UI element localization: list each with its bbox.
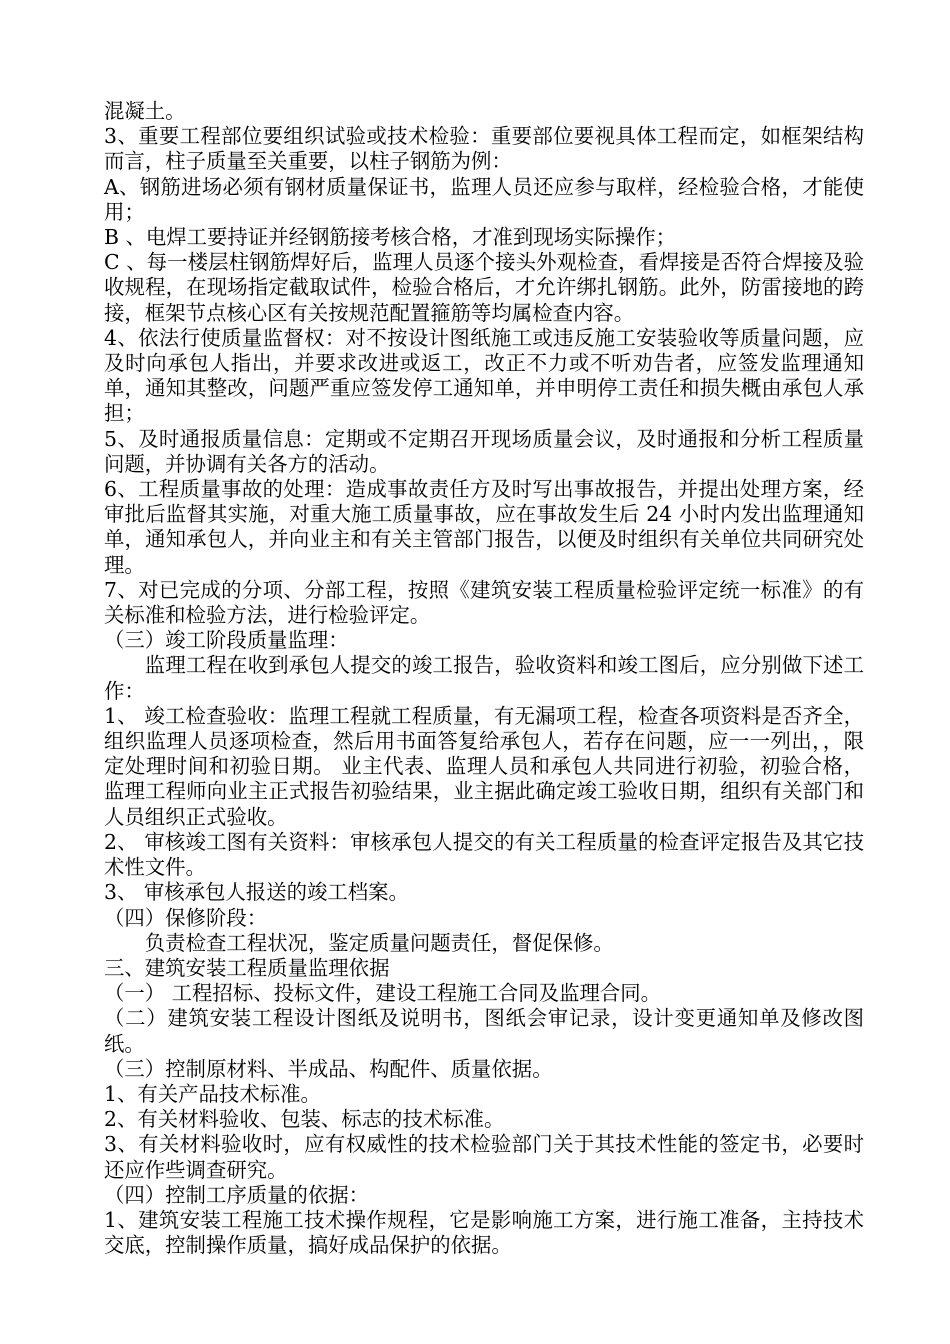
- paragraph: A、钢筋进场必须有钢材质量保证书，监理人员还应参与取样，经检验合格，才能使用；: [104, 174, 864, 224]
- paragraph: （一） 工程招标、投标文件，建设工程施工合同及监理合同。: [104, 981, 662, 1006]
- paragraph: 2、 审核竣工图有关资料：审核承包人提交的有关工程质量的检查评定报告及其它技术性文件。: [104, 829, 864, 880]
- section-heading: 三、建筑安装工程质量监理依据: [104, 955, 390, 980]
- paragraph: 5、及时通报质量信息：定期或不定期召开现场质量会议，及时通报和分析工程质量问题，并协调有关各方的活动。: [104, 426, 864, 476]
- paragraph: 3、重要工程部位要组织试验或技术检验：重要部位要视具体工程而定，如框架结构而言，柱子质量至关重要，以柱子钢筋为例：: [104, 124, 864, 174]
- paragraph: （二）建筑安装工程设计图纸及说明书，图纸会审记录，设计变更通知单及修改图纸。: [104, 1006, 864, 1056]
- paragraph: 3、 审核承包人报送的竣工档案。: [104, 880, 409, 905]
- paragraph: 6、工程质量事故的处理：造成事故责任方及时写出事故报告，并提出处理方案，经审批后监督其实施，对重大施工质量事故，应在事故发生后 24 小时内发出监理通知单，通知承包人，并向业主和有关主管部门报告，以便及时组织有关单位共同研究处理。: [104, 477, 864, 577]
- paragraph: C 、每一楼层柱钢筋焊好后，监理人员逐个接头外观检查，看焊接是否符合焊接及验收规程，在现场指定截取试件，检验合格后，才允许绑扎钢筋。此外，防雷接地的跨接，框架节点核心区有关按规范配置箍筋等均属检查内容。: [104, 250, 864, 325]
- section-heading: （四）控制工序质量的依据：: [104, 1182, 370, 1207]
- paragraph: 7、对已完成的分项、分部工程，按照《建筑安装工程质量检验评定统一标准》的有关标准和检验方法，进行检验评定。: [104, 577, 864, 628]
- paragraph: 1、有关产品技术标准。: [104, 1081, 321, 1106]
- document-page: [104, 99, 864, 1258]
- paragraph: B 、电焊工要持证并经钢筋接考核合格，才准到现场实际操作；: [104, 225, 677, 250]
- paragraph: 3、有关材料验收时，应有权威性的技术检验部门关于其技术性能的签定书，必要时还应作些调查研究。: [104, 1132, 864, 1182]
- paragraph: 4、依法行使质量监督权：对不按设计图纸施工或违反施工安装验收等质量问题，应及时向承包人指出，并要求改进或返工，改正不力或不听劝告者，应签发监理通知单，通知其整改，问题严重应签发停工通知单，并申明停工责任和损失概由承包人承担；: [104, 325, 864, 426]
- paragraph: 2、有关材料验收、包装、标志的技术标准。: [104, 1107, 505, 1132]
- paragraph: 负责检查工程状况，鉴定质量问题责任，督促保修。: [144, 930, 614, 955]
- paragraph: 1、建筑安装工程施工技术操作规程，它是影响施工方案，进行施工准备，主持技术交底，控制操作质量，搞好成品保护的依据。: [104, 1207, 864, 1258]
- paragraph: 监理工程在收到承包人提交的竣工报告，验收资料和竣工图后，应分别做下述工作：: [104, 653, 864, 703]
- paragraph: 混凝土。: [104, 99, 186, 123]
- paragraph: 1、 竣工检查验收：监理工程就工程质量，有无漏项工程，检查各项资料是否齐全，组织监理人员逐项检查，然后用书面答复给承包人，若存在问题，应一一列出，，限定处理时间和初验日期。 业主代表、监理人员和承包人共同进行初验，初验合格，监理工程师向业主正式报告初验结果，业主据此确定竣工验收日期，组织有关部门和人员组织正式验收。: [104, 703, 864, 829]
- section-heading: （三）控制原材料、半成品、构配件、质量依据。: [104, 1056, 553, 1081]
- section-heading: （四）保修阶段：: [104, 905, 268, 930]
- section-heading: （三）竣工阶段质量监理：: [104, 628, 349, 653]
